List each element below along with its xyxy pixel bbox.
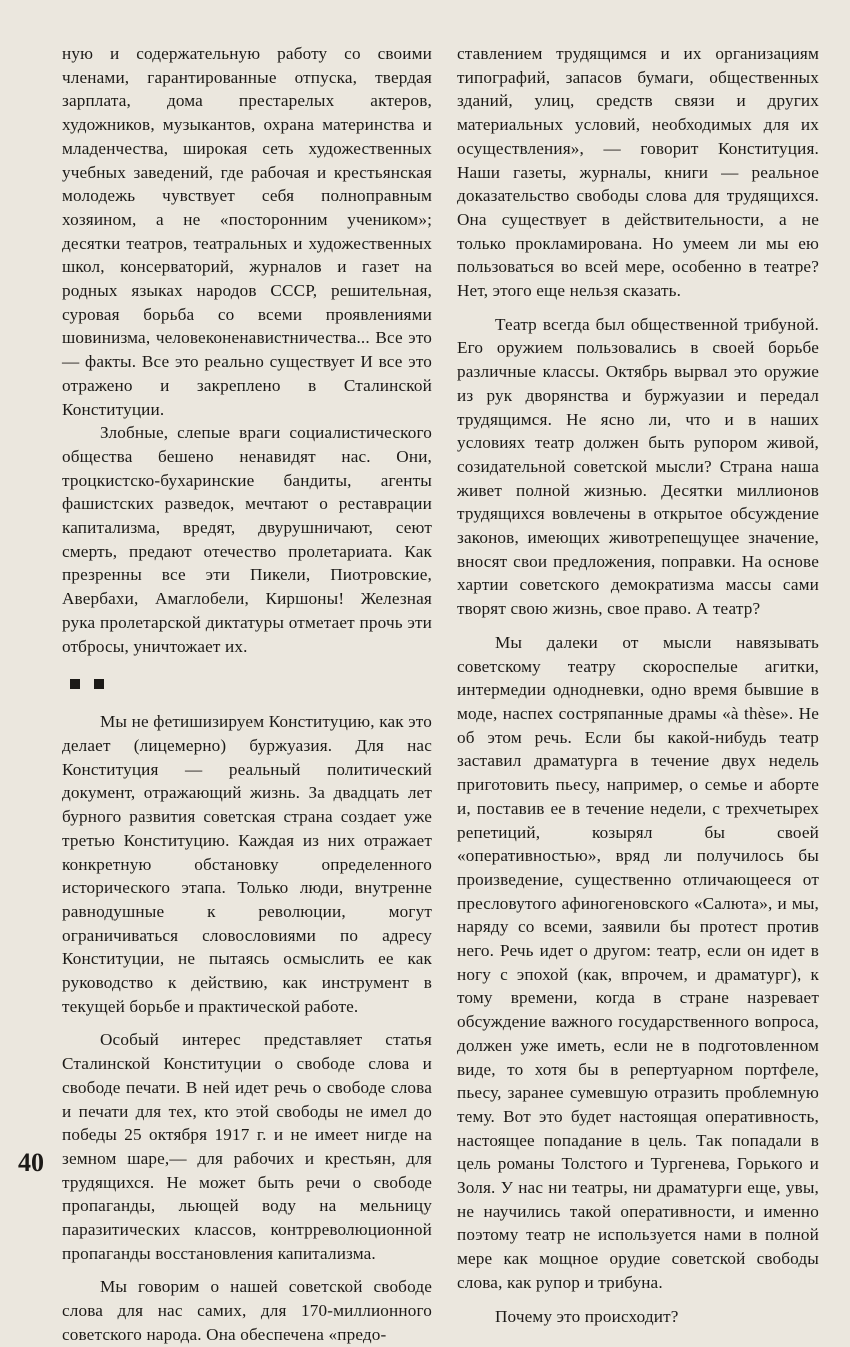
square-bullet-icon <box>94 679 104 689</box>
paragraph: Особый интерес представляет статья Сталинской Конституции о свободе слова и свободе печати. В ней идет речь о свободе слова и печати для тех, кто этой свободы не имел до победы 25 октября 1917 г. и не имеет нигде на земном шаре,— для рабочих и крестьян, для трудящихся. Не может быть речи о свободе пропаганды, льющей воду на мельницу паразитических классов, контрреволюционной пропаганды восстановления капитализма. <box>62 1030 432 1263</box>
paragraph: ную и содержательную работу со своими членами, гарантированные отпуска, твердая зарплата, дома престарелых актеров, художников, музыкантов, охрана материнства и младенчества, широкая сеть художественных учебных заведений, где рабочая и крестьянская молодежь чувствует себя полноправным хозяином, а не «посторонним учеником»; десятки театров, театральных и художественных школ, консерваторий, журналов и газет на родных языках народов СССР, решительная, суровая борьба со всеми проявлениями шовинизма, человеконенавистничества... Все это — факты. Все это реально существует И все это отражено и закреплено в Сталинской Конституции. <box>62 44 432 419</box>
paragraph: Мы не фетишизируем Конституцию, как это делает (лицемерно) буржуазия. Для нас Конституция — реальный политический документ, отражающий жизнь. За двадцать лет бурного развития советская страна создает уже третью Конституцию. Каждая из них отражает конкретную обстановку определенного исторического этапа. Только люди, внутренне равнодушные к революции, могут ограничиваться словословиями по адресу Конституции, не пытаясь осмыслить ее как руководство к действию, как инструмент в текущей борьбе и практической работе. <box>62 712 432 1016</box>
section-divider <box>62 664 432 704</box>
page-number: 40 <box>18 1148 44 1177</box>
paragraph: Мы далеки от мысли навязывать советскому театру скороспелые агитки, интермедии однодневки, одно время бывшие в моде, наспех состряпанные драмы «à thèse». Не об этом речь. Если бы какой-нибудь театр заставил драматурга в течение двух недель приготовить пьесу, например, о семье и аборте и, поставив ее в течение недели, с трехчетырех репетиций, козырял бы своей «оперативностью», вряд ли получилось бы произведение, существенно отличающееся от пресловутого афиногеновского «Салюта», и мы, наряду со всеми, заявили бы протест против него. Речь идет о другом: театр, если он идет в ногу с эпохой (как, впрочем, и драматург), к тому времени, когда в стране назревает обсуждение важного государственного вопроса, должен уже иметь, если не в подготовленном виде, то хотя бы в репертуарном портфеле, пьесу, заранее сумевшую отразить проблемную тему. Вот это будет настоящая оперативность, настоящее попадание в цель. Так попадали в цель романы Толстого и Тургенева, Горького и Золя. У нас ни театры, ни драматурги еще, увы, не научились такой оперативности, и именно поэтому театр не используется нами в полной мере как мощное орудие советской свободы слова, как рупор и трибуна. <box>457 632 819 1292</box>
paragraph: Мы говорим о нашей советской свободе слова для нас самих, для 170-миллионного советского народа. Она обеспечена «предо- <box>62 1277 432 1344</box>
paragraph: Почему это происходит? <box>495 1306 679 1326</box>
square-bullet-icon <box>70 679 80 689</box>
paragraph: Злобные, слепые враги социалистического общества бешено ненавидят нас. Они, троцкистско-бухаринские бандиты, агенты фашистских разведок, мечтают о реставрации капитализма, вредят, двурушничают, сеют смерть, предают отечество пролетариата. Как презренны все эти Пикели, Пиотровские, Авербахи, Амаглобели, Киршоны! Железная рука пролетарской диктатуры отметает прочь эти отбросы, уничтожает их. <box>62 423 432 656</box>
paragraph: ставлением трудящимся и их организациям типографий, запасов бумаги, общественных зданий, улиц, средств связи и других материальных условий, необходимых для их осуществления», — говорит Конституция. Наши газеты, журналы, книги — реальное доказательство свободы слова для трудящихся. Она существует в действительности, а не только прокламирована. Но умеем ли мы ею пользоваться во всей мере, особенно в театре? Нет, этого еще нельзя сказать. <box>457 44 819 301</box>
right-column <box>457 42 819 1328</box>
left-column <box>62 42 432 1347</box>
paragraph: Театр всегда был общественной трибуной. Его оружием пользовались в своей борьбе различные классы. Октябрь вырвал это оружие из рук дворянства и буржуазии и передал трудящимся. Не ясно ли, что и в наших условиях театр должен быть рупором живой, созидательной советской мысли? Страна наша живет полной жизнью. Десятки миллионов трудящихся вовлечены в открытое обсуждение законов, имеющих животрепещущее значение, вносят свои предложения, поправки. На основе хартии советского демократизма массы сами творят свою жизнь, свое право. А театр? <box>457 314 819 619</box>
